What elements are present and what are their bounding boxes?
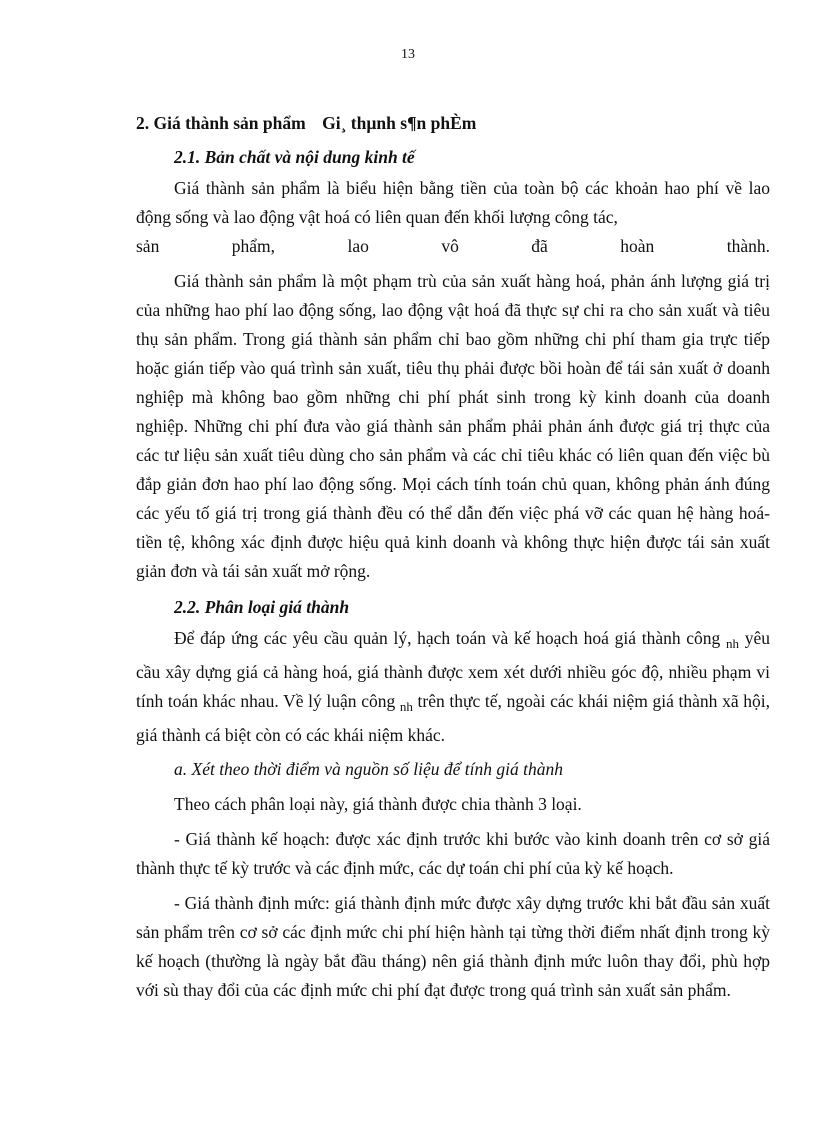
subscript-nh-2: nh [399,699,413,714]
subscript-nh-1: nh [726,636,740,651]
bullet-norm-cost: - Giá thành định mức: giá thành định mức được xây dựng trước khi bắt đầu sản xuất sản phẩm trên cơ sở các định mức chi phí hiện hành tại từng thời điểm nhất định trong kỳ kế hoạch (thường là ngày bắt đầu tháng) nên giá thành định mức luôn thay đổi, phù hợp với sù thay đổi của các định mức chi phí đạt được trong quá trình sản xuất sản phẩm. [136,893,770,1000]
paragraph-2-2-1-part3: trên thực tế, ngoài các khái niệm giá thành xã hội, giá thành cá biệt còn có các khái niệm khác. [136,691,770,745]
paragraph-intro: Theo cách phân loại này, giá thành được chia thành 3 loại. [174,794,582,814]
paragraph-2-2-1-part2: yêu cầu xây dựng giá cả hàng hoá, giá thành được xem xét dưới nhiều góc độ, nhiều phạm vi tính toán khác nhau. Về lý luận công [136,628,771,711]
subheading-a: a. Xét theo thời điểm và nguồn số liệu để tính giá thành [174,759,563,779]
subsection-title-2-1: 2.1. Bản chất và nội dung kinh tế [174,147,415,167]
paragraph-2-2-1 [136,624,770,750]
page-number: 13 [401,47,415,62]
paragraph-2-1-2: Giá thành sản phẩm là một phạm trù của sản xuất hàng hoá, phản ánh lượng giá trị của những hao phí lao động sống, lao động vật hoá đã thực sự chi ra cho sản xuất và tiêu thụ sản phẩm. Trong giá thành sản phẩm chỉ bao gồm những chi phí tham gia trực tiếp hoặc gián tiếp vào quá trình sản xuất, tiêu thụ phải được bồi hoàn để tái sản xuất ở doanh nghiệp mà không bao gồm những chi phí phát sinh trong kỳ kinh doanh của doanh nghiệp. Những chi phí đưa vào giá thành sản phẩm phải phản ánh được giá trị thực của các tư liệu sản xuất tiêu dùng cho sản phẩm và các chỉ tiêu khác có liên quan đến việc bù đắp giản đơn hao phí lao động sống. Mọi cách tính toán chủ quan, không phản ánh đúng các yếu tố giá trị trong giá thành đều có thể dẫn đến việc phá vỡ các quan hệ hàng hoá- tiền tệ, không xác định được hiệu quả kinh doanh và không thực hiện được tái sản xuất giản đơn và tái sản xuất mở rộng. [136,271,770,581]
subsection-title-2-2: 2.2. Phân loại giá thành [174,597,350,617]
document-body [136,108,770,1005]
bullet-plan-cost: - Giá thành kế hoạch: được xác định trước khi bước vào kinh doanh trên cơ sở giá thành thực tế kỳ trước và các định mức, các dự toán chi phí của kỳ kế hoạch. [136,829,770,878]
paragraph-2-1-1b: sản phẩm, lao vô đã hoàn thành. [136,236,770,256]
paragraph-2-1-1a: Giá thành sản phẩm là biểu hiện bằng tiền của toàn bộ các khoản hao phí về lao động sống và lao động vật hoá có liên quan đến khối lượng công tác, [136,178,770,227]
section-heading [136,108,770,138]
paragraph-2-2-1-part1: Để đáp ứng các yêu cầu quản lý, hạch toán và kế hoạch hoá giá thành công [174,628,721,648]
section-heading-text: 2. Giá thành sản phẩm [136,113,306,133]
section-heading-garbled: Gi¸ thµnh s¶n phÈm [322,113,477,133]
